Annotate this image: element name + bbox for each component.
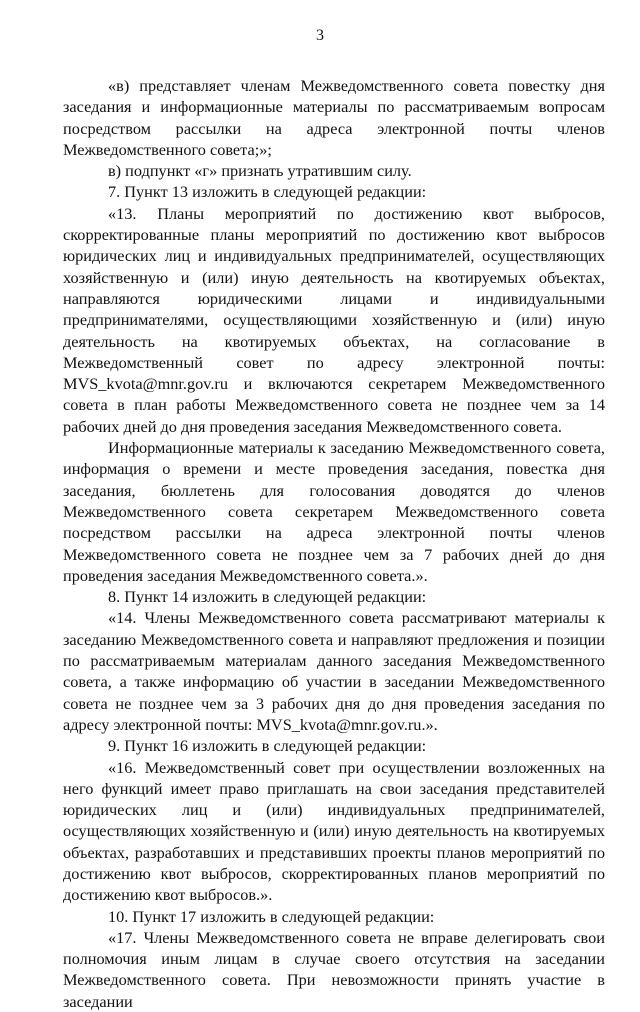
paragraph-subpoint-g-void: в) подпункт «г» признать утратившим силу. [108, 161, 412, 181]
paragraph-point-16-heading: 9. Пункт 16 изложить в следующей редакции: [108, 736, 427, 756]
paragraph-point-14-text: «14. Члены Межведомственного совета рассматривают материалы к заседанию Межведомственного совета и направляют предложения и позиции по рассматриваемым материалам данного заседания Межведомственного совета, а также информацию об участии в заседании Межведомственного совета не позднее чем за 3 рабочих дня до дня проведения заседания по адресу электронной почты: MVS_kvota@mnr.gov.ru.». [63, 608, 605, 734]
paragraph-point-13-heading: 7. Пункт 13 изложить в следующей редакции: [108, 182, 427, 202]
paragraph-point-16-text: «16. Межведомственный совет при осуществлении возложенных на него функций имеет право приглашать на свои заседания представителей юридических лиц и (или) индивидуальных предпринимателей, осуществляющих хозяйственную и (или) иную деятельность на квотируемых объектах, разработавших и представивших проекты планов мероприятий по достижению квот выбросов, скорректированных планов мероприятий по достижению квот выбросов.». [63, 757, 605, 905]
paragraph-information-materials: Информационные материалы к заседанию Межведомственного совета, информация о времени и месте проведения заседания, повестка дня заседания, бюллетень для голосования доводятся до членов Межведомственного совета секретарем Межведомственного совета посредством рассылки на адреса электронной почты членов Межведомственного совета не позднее чем за 7 рабочих дней до дня проведения заседания Межведомственного совета.». [63, 438, 605, 585]
page-number: 3 [316, 27, 324, 44]
paragraph-point-17-text: «17. Члены Межведомственного совета не вправе делегировать свои полномочия иным лицам в случае своего отсутствия на заседании Межведомственного совета. При невозможности принять участие в заседании [63, 927, 605, 1011]
paragraph-agenda-distribution: «в) представляет членам Межведомственного совета повестку дня заседания и информационные материалы по рассматриваемым вопросам посредством рассылки на адреса электронной почты членов Межведомственного совета;»; [63, 76, 605, 159]
paragraph-point-17-heading: 10. Пункт 17 изложить в следующей редакции: [108, 906, 435, 926]
paragraph-point-14-heading: 8. Пункт 14 изложить в следующей редакции: [108, 587, 427, 607]
paragraph-point-13-text: «13. Планы мероприятий по достижению квот выбросов, скорректированные планы мероприятий по достижению квот выбросов юридических лиц и индивидуальных предпринимателей, осуществляющих хозяйственную и (или) иную деятельность на квотируемых объектах, направляются юридическими лицами и индивидуальными предпринимателями, осуществляющими хозяйственную и (или) иную деятельность на квотируемых объектах, на согласование в Межведомственный совет по адресу электронной почты: MVS_kvota@mnr.gov.ru и включаются секретарем Межведомственного совета в план работы Межведомственного совета не позднее чем за 14 рабочих дней до дня проведения заседания Межведомственного совета. [63, 203, 605, 436]
document-body [63, 75, 605, 1012]
